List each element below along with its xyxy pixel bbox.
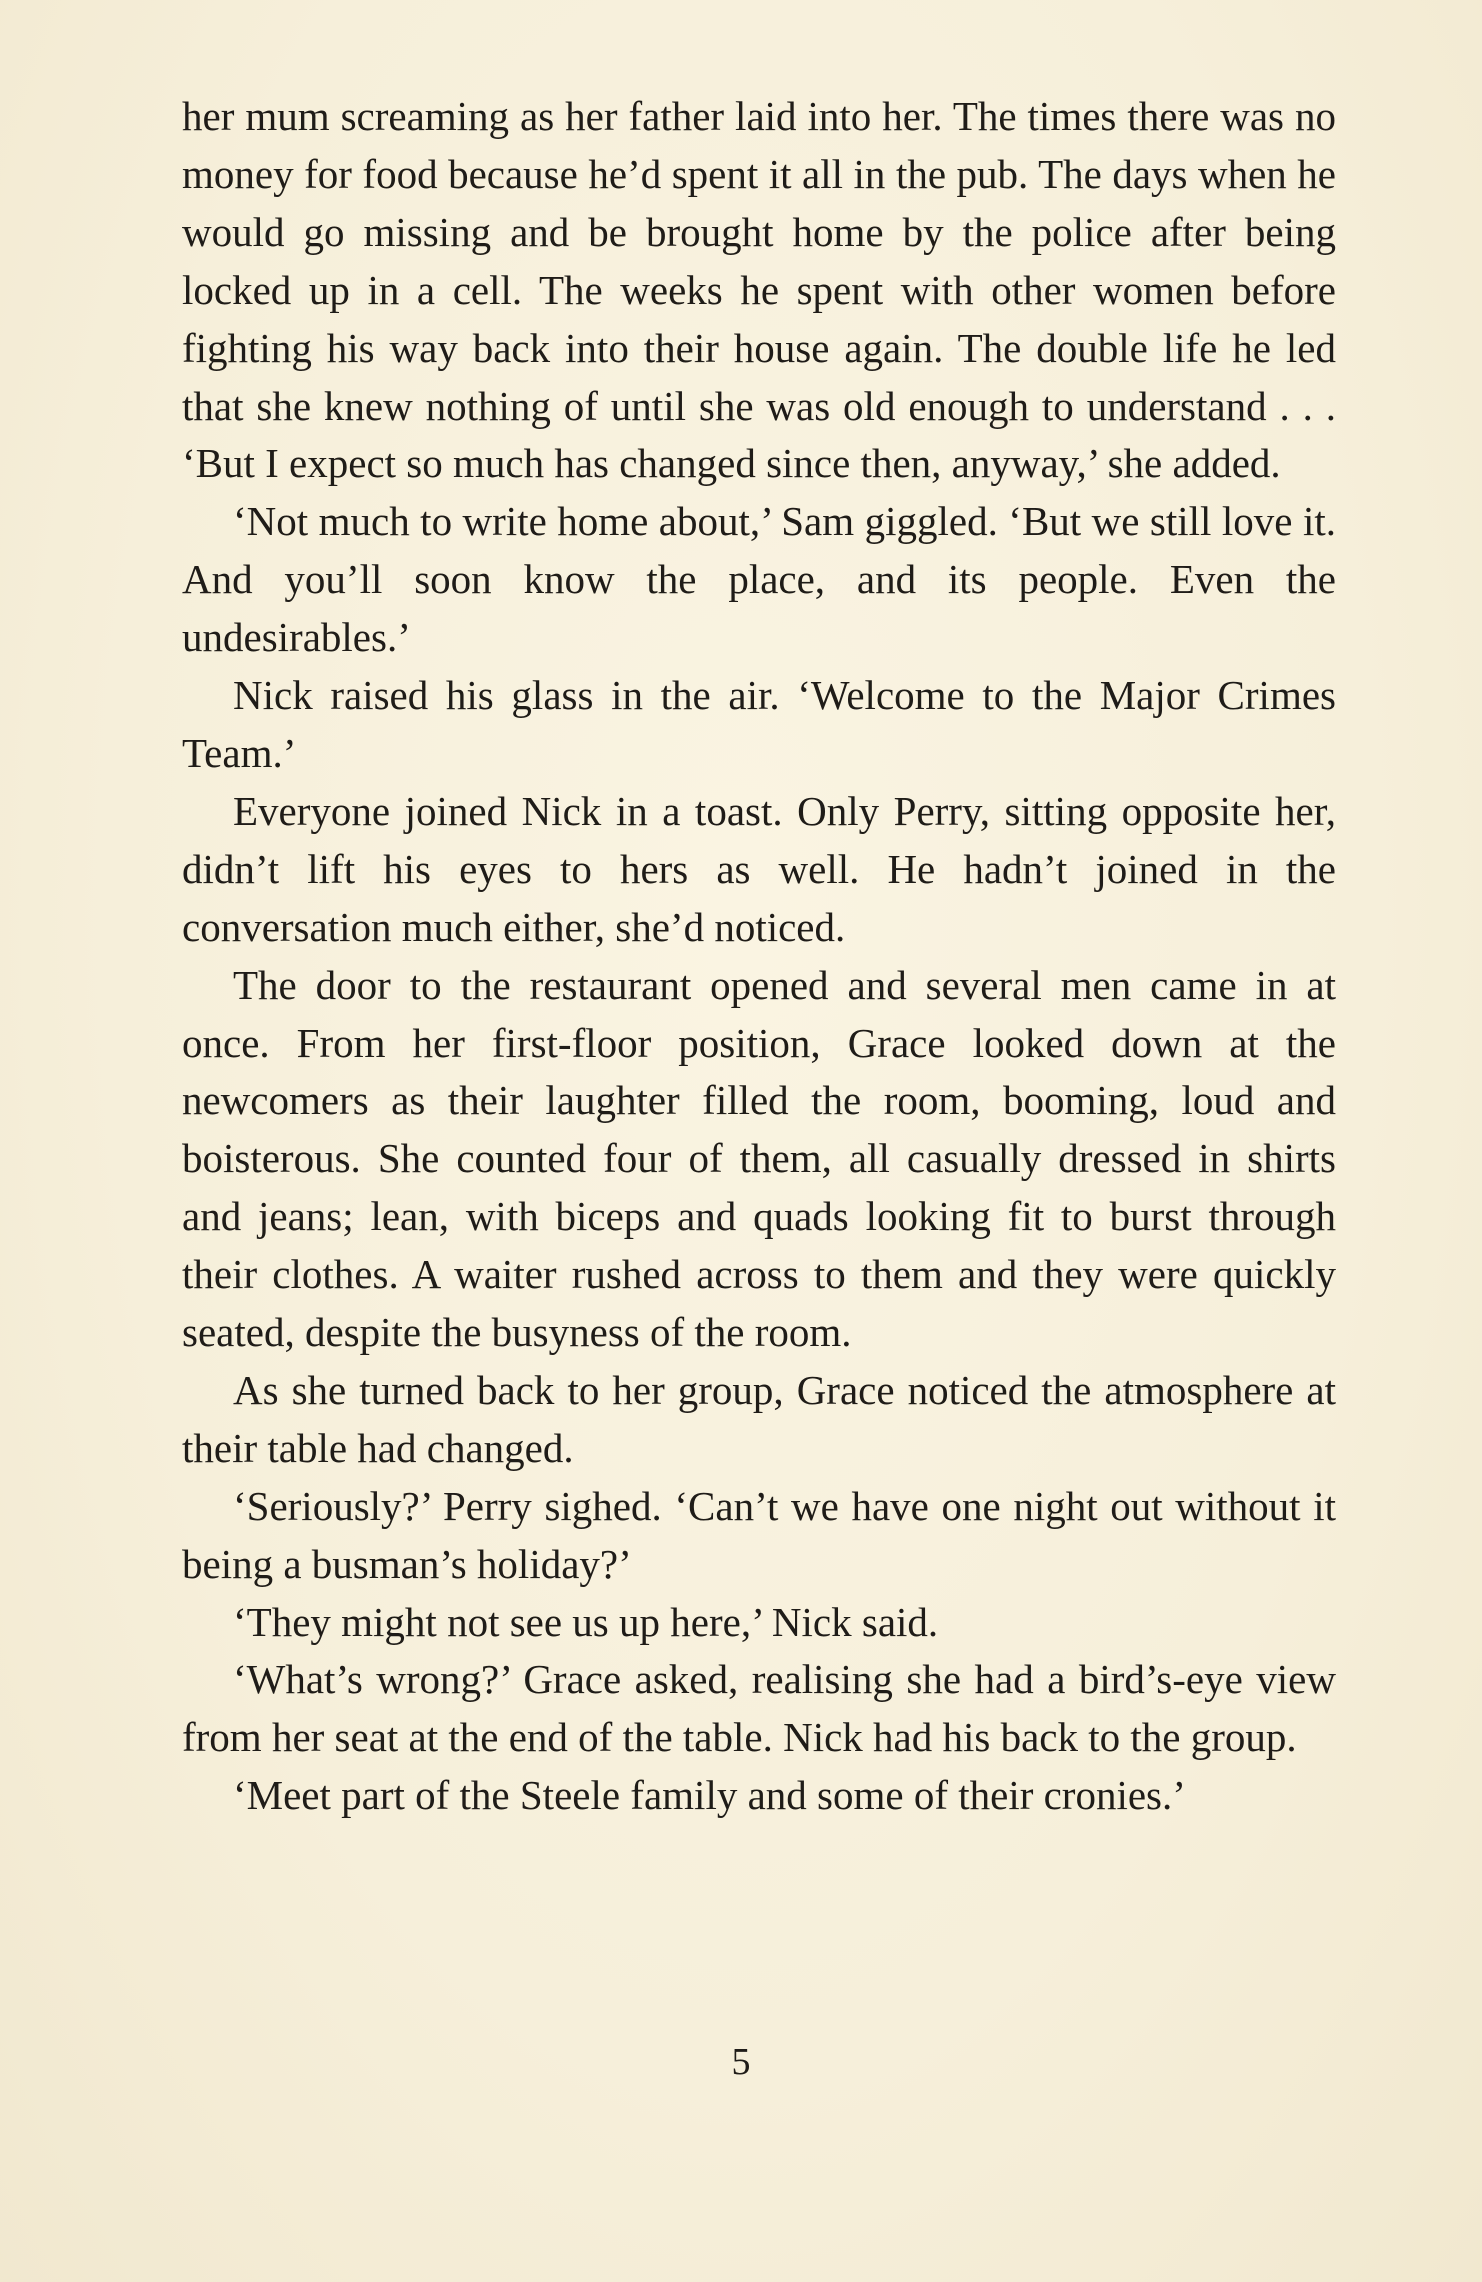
- paragraph-continuation: her mum screaming as her father laid into her. The times there was no money for food because he’d spent it all in the pub. The days when he would go missing and be brought home by the police after being locked up in a cell. The weeks he spent with other women before fighting his way back into their house again. The double life he led that she knew nothing of until she was old enough to understand . . . ‘But I expect so much has changed since then, anyway,’ she added.: [182, 93, 1336, 487]
- page-number: 5: [731, 2041, 751, 2083]
- paragraph: Nick raised his glass in the air. ‘Welcome to the Major Crimes Team.’: [182, 672, 1336, 776]
- paragraph: The door to the restaurant opened and several men came in at once. From her first-floor position, Grace looked down at the newcomers as their laughter filled the room, booming, loud and boisterous. She counted four of them, all casually dressed in shirts and jeans; lean, with biceps and quads looking fit to burst through their clothes. A waiter rushed across to them and they were quickly seated, despite the busyness of the room.: [182, 961, 1336, 1356]
- paragraph: ‘What’s wrong?’ Grace asked, realising she had a bird’s-eye view from her seat at the end of the table. Nick had his back to the group.: [182, 1656, 1336, 1761]
- paragraph: As she turned back to her group, Grace noticed the atmosphere at their table had changed.: [182, 1366, 1336, 1471]
- paragraph: ‘Seriously?’ Perry sighed. ‘Can’t we have one night out without it being a busman’s holiday?’: [182, 1482, 1336, 1587]
- paragraph: ‘They might not see us up here,’ Nick said.: [233, 1598, 939, 1645]
- paragraph: ‘Not much to write home about,’ Sam giggled. ‘But we still love it. And you’ll soon know the place, and its people. Even the undesirables.’: [182, 498, 1336, 661]
- body-text: [182, 88, 1336, 1825]
- paragraph: ‘Meet part of the Steele family and some of their cronies.’: [233, 1772, 1186, 1819]
- paragraph: Everyone joined Nick in a toast. Only Perry, sitting opposite her, didn’t lift his eyes to hers as well. He hadn’t joined in the conversation much either, she’d noticed.: [182, 787, 1336, 950]
